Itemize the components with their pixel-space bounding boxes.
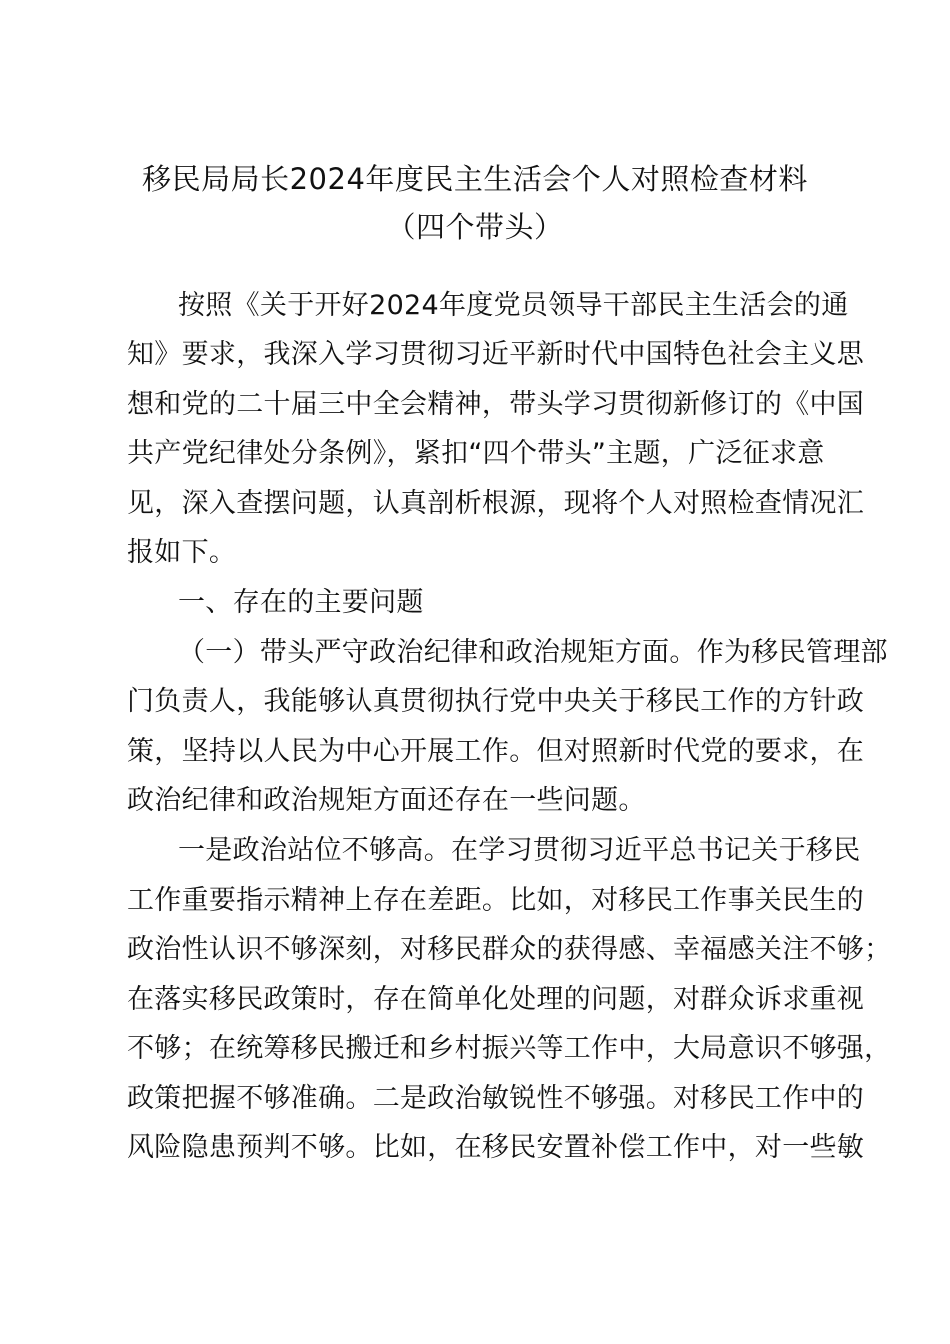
- paragraph-line: 知》要求，我深入学习贯彻习近平新时代中国特色社会主义思: [127, 339, 865, 370]
- document-title: 移民局局长2024年度民主生活会个人对照检查材料: [142, 162, 808, 196]
- paragraph-line: 报如下。: [127, 537, 237, 568]
- paragraph-line: 想和党的二十届三中全会精神，带头学习贯彻新修订的《中国: [127, 389, 865, 420]
- paragraph-line: 一是政治站位不够高。在学习贯彻习近平总书记关于移民: [178, 835, 861, 866]
- paragraph-line: 见，深入查摆问题，认真剖析根源，现将个人对照检查情况汇: [127, 488, 865, 519]
- paragraph-line: （一）带头严守政治纪律和政治规矩方面。作为移民管理部: [178, 637, 888, 668]
- paragraph-line: 政治性认识不够深刻，对移民群众的获得感、幸福感关注不够；: [127, 934, 892, 965]
- paragraph-line: 风险隐患预判不够。比如，在移民安置补偿工作中，对一些敏: [127, 1132, 865, 1163]
- paragraph-line: 不够；在统筹移民搬迁和乡村振兴等工作中，大局意识不够强，: [127, 1033, 892, 1064]
- document-subtitle: （四个带头）: [386, 210, 564, 244]
- paragraph-line: 按照《关于开好2024年度党员领导干部民主生活会的通: [178, 290, 849, 321]
- paragraph-line: 工作重要指示精神上存在差距。比如，对移民工作事关民生的: [127, 885, 865, 916]
- section-heading: 一、存在的主要问题: [178, 587, 424, 618]
- paragraph-line: 政策把握不够准确。二是政治敏锐性不够强。对移民工作中的: [127, 1083, 865, 1114]
- paragraph-line: 政治纪律和政治规矩方面还存在一些问题。: [127, 785, 646, 816]
- paragraph-line: 门负责人，我能够认真贯彻执行党中央关于移民工作的方针政: [127, 686, 865, 717]
- paragraph-line: 在落实移民政策时，存在简单化处理的问题，对群众诉求重视: [127, 984, 865, 1015]
- paragraph-line: 共产党纪律处分条例》，紧扣“四个带头”主题，广泛征求意: [127, 438, 825, 469]
- paragraph-line: 策，坚持以人民为中心开展工作。但对照新时代党的要求，在: [127, 736, 865, 767]
